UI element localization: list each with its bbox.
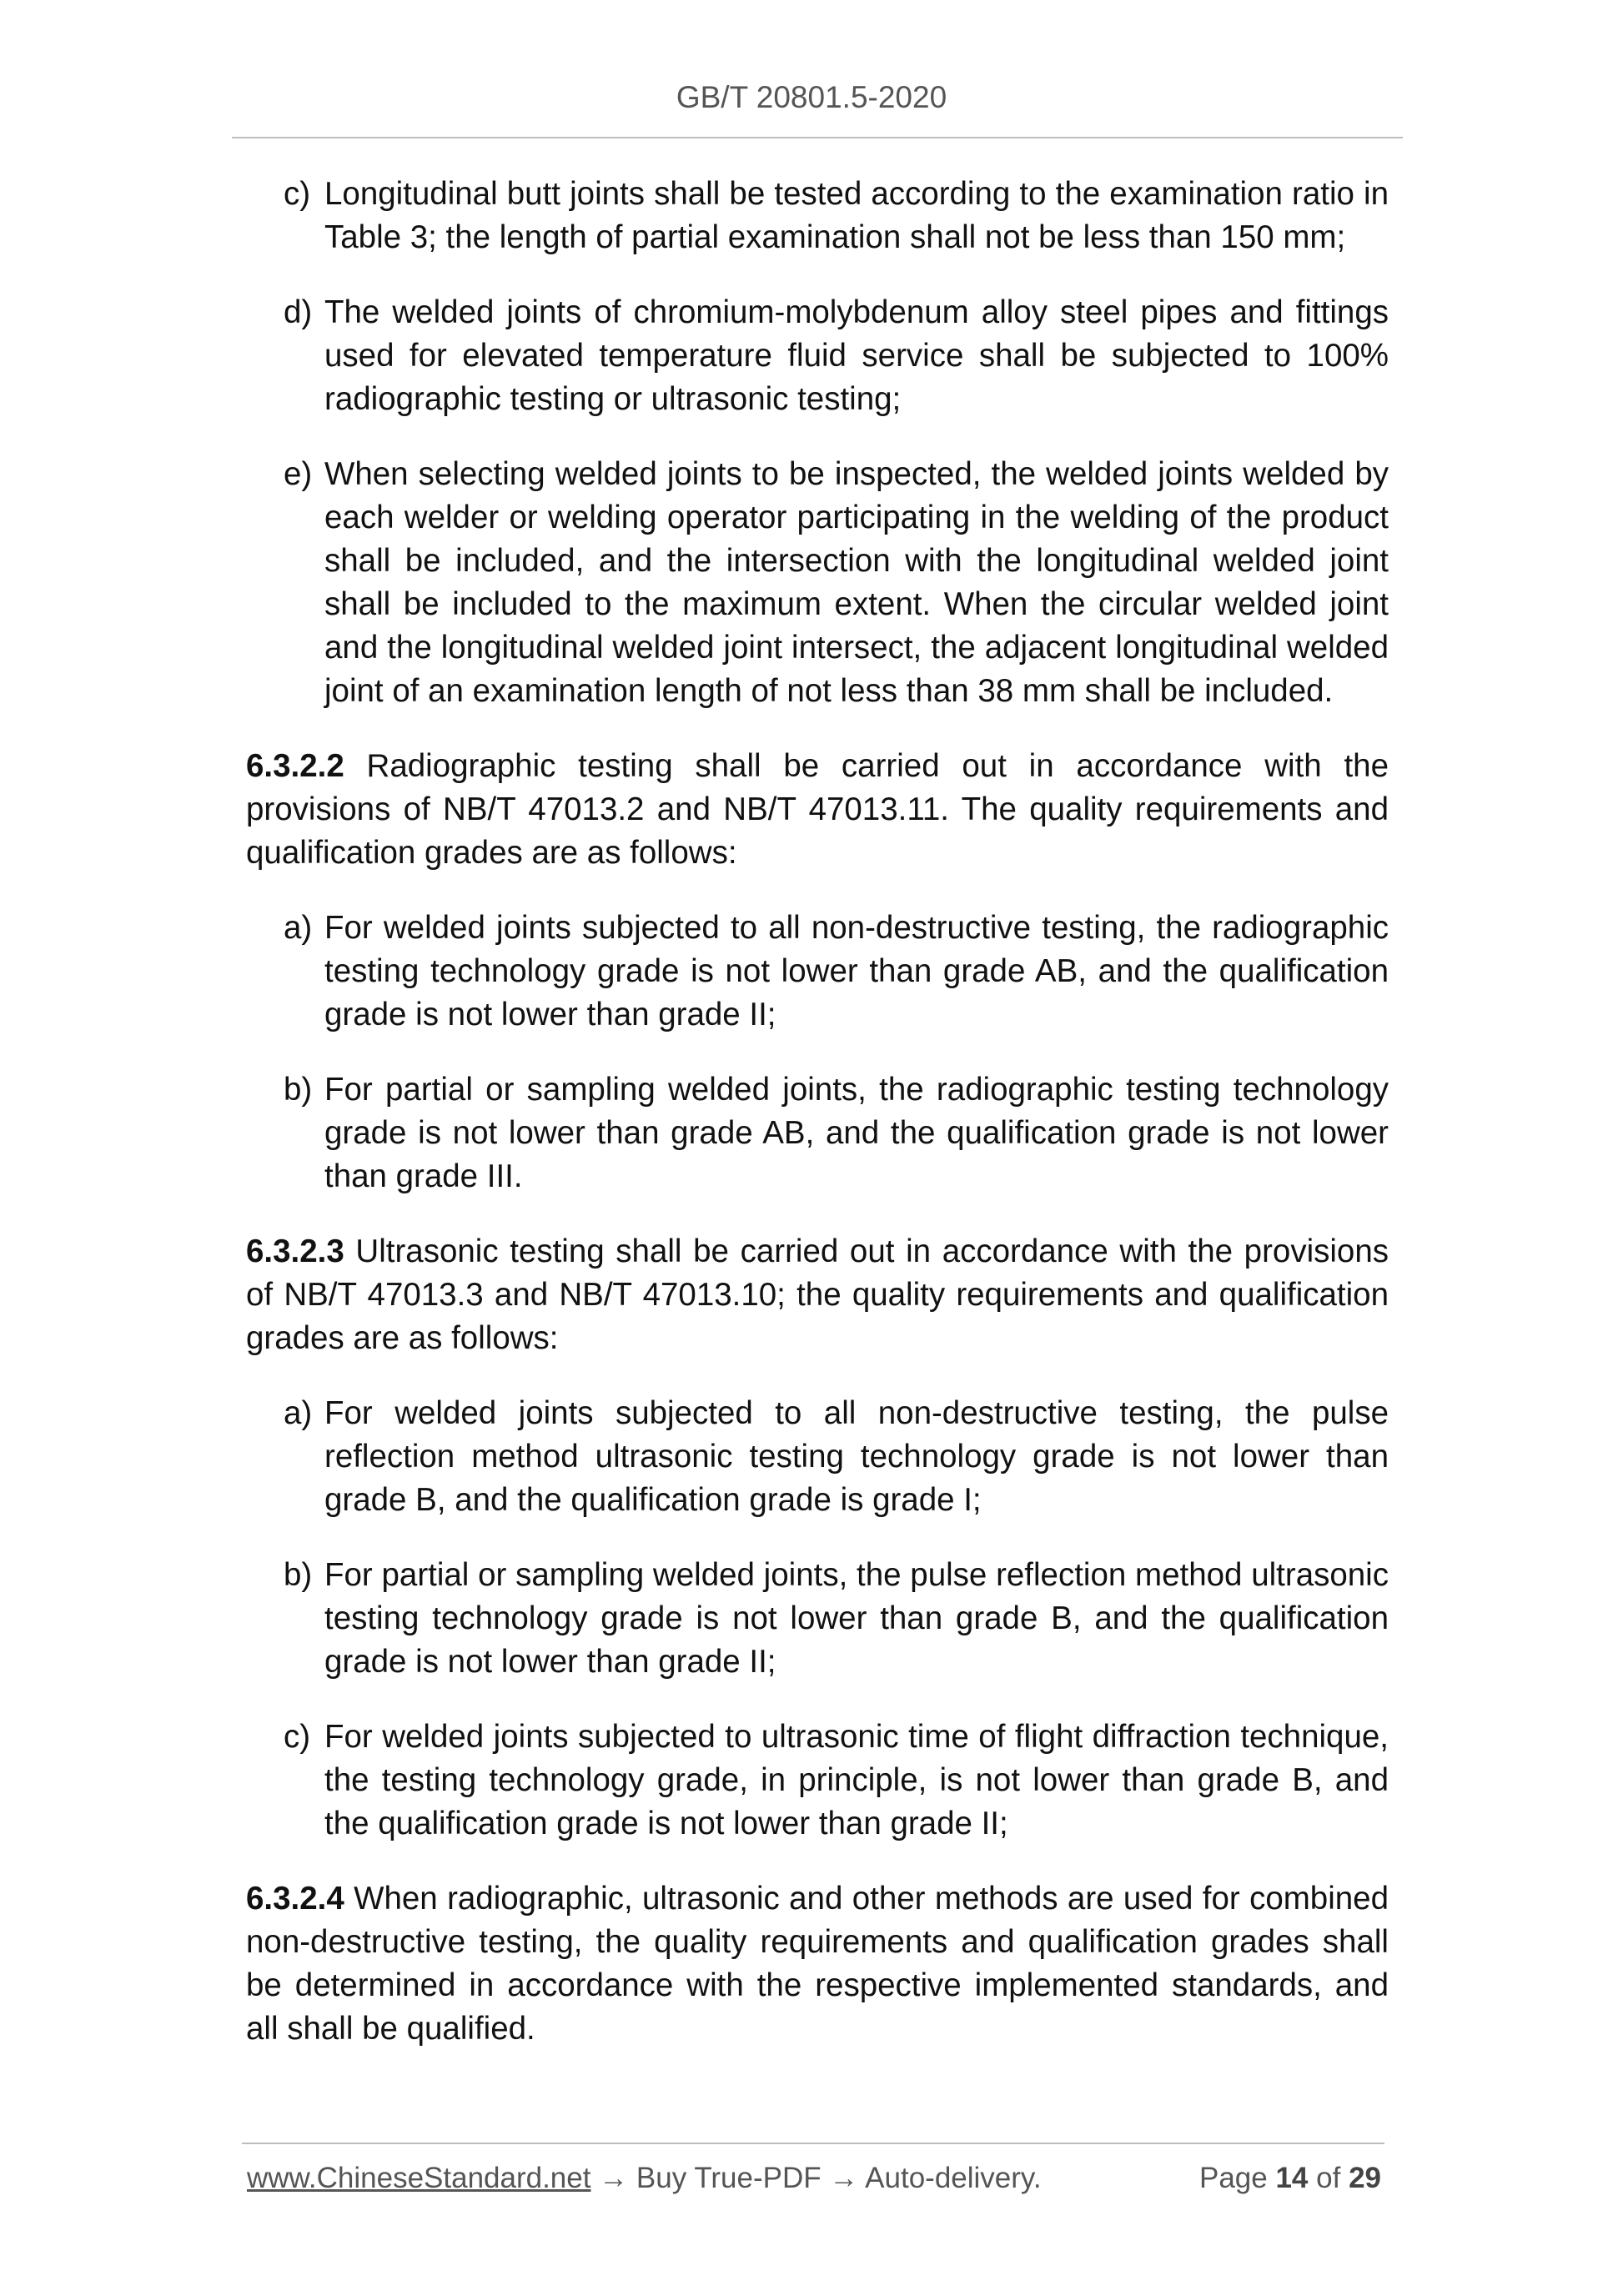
- footer-promo-text: → Buy True-PDF → Auto-delivery.: [590, 2162, 1042, 2194]
- website-link[interactable]: www.ChineseStandard.net: [247, 2162, 591, 2194]
- clause-text: Ultrasonic testing shall be carried out in accordance with the provisions of NB/T 47013.3 and NB/T 47013.10; the quality requirements and qualification grades are as follows:: [246, 1233, 1389, 1356]
- clause-paragraph: [246, 1230, 1389, 1360]
- list-item-text: For partial or sampling welded joints, the radiographic testing technology grade is not lower than grade AB, and the qualification grade is not lower than grade III.: [324, 1072, 1389, 1194]
- list-item-marker: e): [284, 456, 313, 492]
- list-item-marker: c): [284, 1719, 311, 1755]
- clause-number: 6.3.2.2: [246, 748, 344, 784]
- list-item-marker: a): [284, 1395, 313, 1431]
- footer-promo: [247, 2162, 1042, 2195]
- list-item-marker: c): [284, 176, 311, 212]
- header-divider: [232, 137, 1403, 138]
- list-item-text: For partial or sampling welded joints, the pulse reflection method ultrasonic testing technology grade is not lower than grade B, and the qualification grade is not lower than grade II;: [324, 1557, 1389, 1680]
- clause-paragraph: [246, 1877, 1389, 2051]
- list-item: [246, 1716, 1389, 1846]
- list-item: [246, 1068, 1389, 1198]
- list-item-text: Longitudinal butt joints shall be tested according to the examination ratio in Table 3; the length of partial examination shall not be less than 150 mm;: [324, 176, 1389, 255]
- list-item-marker: b): [284, 1072, 313, 1108]
- clause-text: Radiographic testing shall be carried out in accordance with the provisions of NB/T 47013.2 and NB/T 47013.11. The quality requirements and qualification grades are as follows:: [246, 748, 1389, 871]
- list-item-marker: d): [284, 294, 313, 330]
- footer-divider: [242, 2143, 1384, 2144]
- page-of-label: of: [1316, 2162, 1341, 2194]
- page-total: 29: [1349, 2162, 1381, 2194]
- page-header-title: GB/T 20801.5-2020: [676, 80, 947, 114]
- page-current: 14: [1275, 2162, 1309, 2194]
- page-label: Page: [1198, 2162, 1268, 2194]
- list-item-marker: a): [284, 910, 313, 946]
- list-item: [246, 1554, 1389, 1684]
- page-indicator: [1199, 2162, 1381, 2195]
- list-item-text: For welded joints subjected to all non-destructive testing, the radiographic testing technology grade is not lower than grade AB, and the qualification grade is not lower than grade II;: [324, 910, 1389, 1032]
- list-item: [246, 907, 1389, 1037]
- list-item-text: When selecting welded joints to be inspected, the welded joints welded by each welder or welding operator participating in the welding of the product shall be included, and the intersection with the longitudinal welded joint shall be included to the maximum extent. When the circular welded joint and the longitudinal welded joint intersect, the adjacent longitudinal welded joint of an examination length of not less than 38 mm shall be included.: [324, 456, 1389, 709]
- clause-paragraph: [246, 745, 1389, 875]
- list-item: [246, 173, 1389, 259]
- list-item-text: The welded joints of chromium-molybdenum alloy steel pipes and fittings used for elevated temperature fluid service shall be subjected to 100% radiographic testing or ultrasonic testing;: [324, 294, 1389, 417]
- list-item: [246, 1392, 1389, 1522]
- clause-number: 6.3.2.3: [246, 1233, 344, 1269]
- list-item-text: For welded joints subjected to ultrasonic time of flight diffraction technique, the testing technology grade, in principle, is not lower than grade B, and the qualification grade is not lower than grade II;: [324, 1719, 1389, 1841]
- list-item: [246, 291, 1389, 421]
- list-item-text: For welded joints subjected to all non-destructive testing, the pulse reflection method ultrasonic testing technology grade is not lower than grade B, and the qualification grade is grade I;: [324, 1395, 1389, 1518]
- document-body: [246, 173, 1389, 2082]
- clause-number: 6.3.2.4: [246, 1881, 344, 1917]
- clause-text: When radiographic, ultrasonic and other methods are used for combined non-destructive testing, the quality requirements and qualification grades shall be determined in accordance with the respective implemented standards, and all shall be qualified.: [246, 1881, 1389, 2047]
- list-item-marker: b): [284, 1557, 313, 1593]
- list-item: [246, 453, 1389, 713]
